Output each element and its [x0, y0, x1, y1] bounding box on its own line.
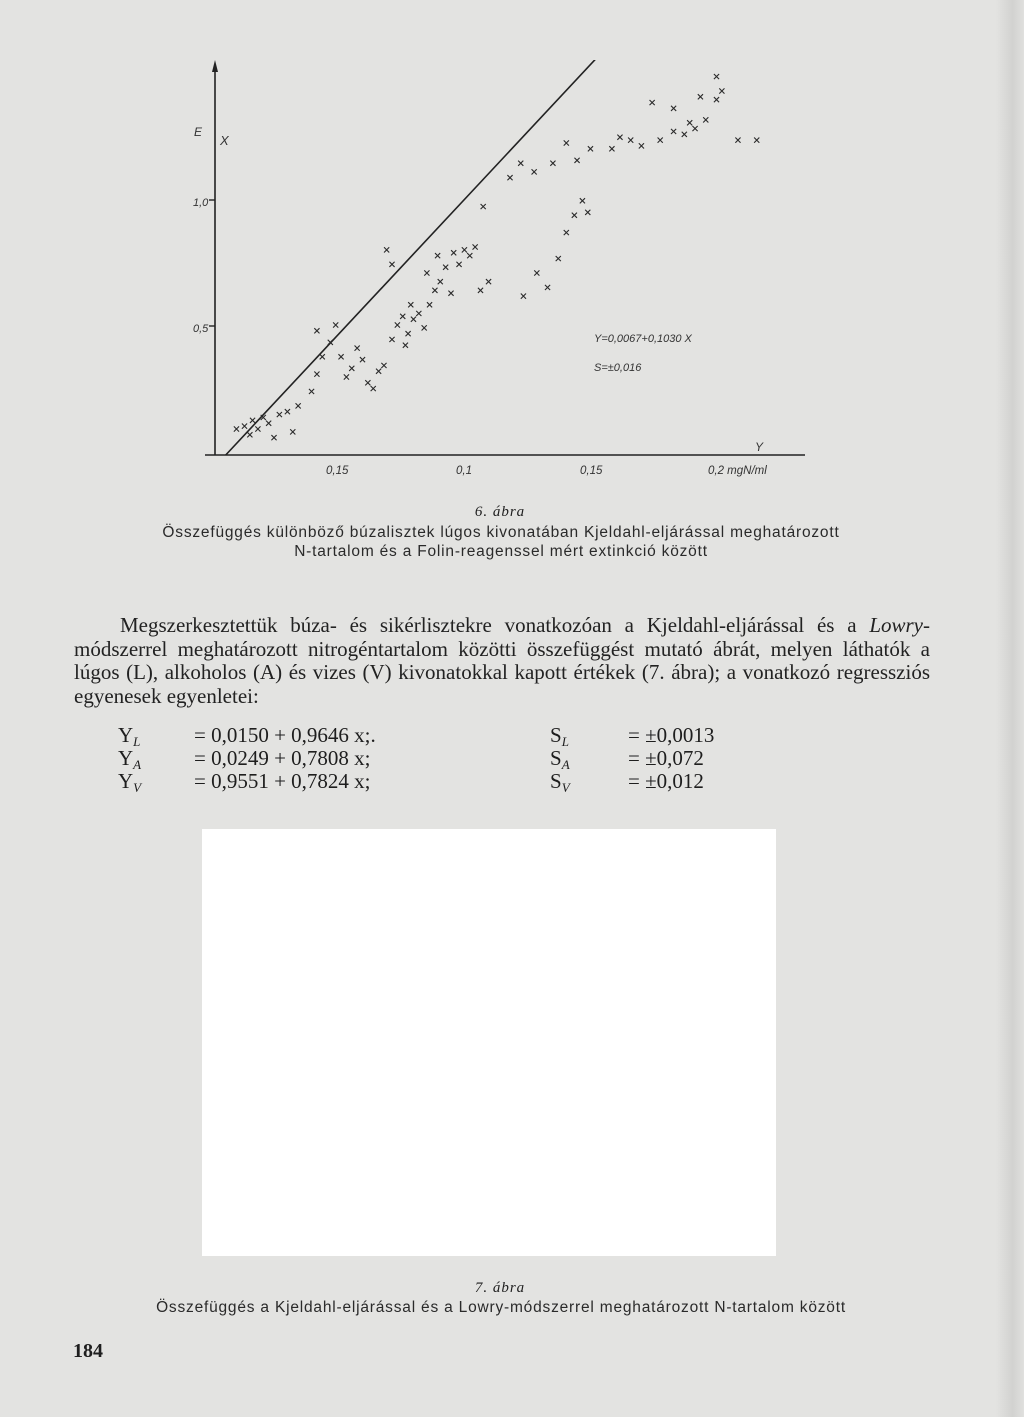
data-point-86	[714, 74, 719, 79]
data-point-46	[467, 253, 472, 258]
y-tick-label-1: 1,0	[193, 197, 209, 209]
eq-s-rhs: = ±0,012	[628, 769, 704, 793]
page-number: 184	[73, 1340, 103, 1362]
eq-s-lhs: S	[550, 769, 562, 793]
data-point-17	[333, 322, 338, 327]
data-point-62	[507, 175, 512, 180]
x-tick-label-4: 0,2 mgN/ml	[708, 465, 767, 477]
eq-rhs: = 0,0150 + 0,9646 x;.	[194, 723, 376, 747]
data-point-18	[338, 354, 343, 359]
chart-axes	[205, 60, 805, 455]
data-point-37	[427, 302, 432, 307]
data-point-7	[271, 435, 276, 440]
data-point-10	[285, 409, 290, 414]
data-point-83	[650, 100, 655, 105]
x-tick-label-2: 0,1	[456, 465, 472, 477]
data-point-24	[371, 386, 376, 391]
eq-lhs: Y	[118, 769, 134, 793]
eq-rhs: = 0,9551 + 0,7824 x;	[194, 769, 371, 793]
data-point-30	[400, 314, 405, 319]
regression-line	[226, 60, 658, 455]
data-point-70	[617, 135, 622, 140]
data-point-1	[234, 426, 239, 431]
data-point-56	[556, 256, 561, 261]
data-point-68	[588, 146, 593, 151]
data-point-64	[532, 169, 537, 174]
body-text-start: Megszerkesztettük búza- és sikérlisztekre vonatkozóan a Kjeldahl-eljárással és a	[120, 613, 870, 637]
data-point-33	[403, 343, 408, 348]
eq-lhs-sub: V	[133, 780, 142, 795]
data-point-78	[687, 120, 692, 125]
data-point-38	[432, 288, 437, 293]
x-tick-label-1: 0,15	[326, 465, 349, 477]
eq-lhs-sub: A	[133, 757, 142, 772]
data-point-81	[735, 138, 740, 143]
data-point-51	[384, 247, 389, 252]
data-point-73	[658, 138, 663, 143]
figure-6-caption-line1: Összefüggés különböző búzalisztek lúgos kivonatában Kjeldahl-eljárással meghatározott	[162, 524, 840, 541]
eq-rhs: = 0,0249 + 0,7808 x;	[194, 746, 371, 770]
data-point-72	[639, 143, 644, 148]
data-point-28	[389, 337, 394, 342]
y-axis-label: E	[194, 125, 203, 139]
data-point-54	[534, 270, 539, 275]
eq-lhs: Y	[118, 723, 134, 747]
data-point-13	[309, 389, 314, 394]
data-point-44	[448, 291, 453, 296]
data-point-2	[242, 424, 247, 429]
data-point-76	[692, 126, 697, 131]
figure-7-caption: Összefüggés a Kjeldahl-eljárással és a Lowry-módszerrel meghatározott N-tartalom között	[156, 1299, 846, 1316]
data-point-67	[574, 158, 579, 163]
data-point-6	[266, 421, 271, 426]
data-point-35	[416, 311, 421, 316]
data-point-77	[703, 117, 708, 122]
eq-s-rhs: = ±0,0013	[628, 723, 715, 747]
data-point-40	[424, 270, 429, 275]
data-point-47	[473, 244, 478, 249]
figure-7-blank-image	[202, 829, 776, 1256]
data-point-3	[250, 418, 255, 423]
data-point-26	[381, 363, 386, 368]
data-point-39	[438, 279, 443, 284]
data-points	[234, 74, 759, 440]
page-edge-shadow	[996, 0, 1024, 1417]
data-point-75	[682, 132, 687, 137]
data-point-27	[314, 328, 319, 333]
data-point-66	[564, 140, 569, 145]
figure-6-number: 6. ábra	[474, 504, 526, 520]
eq-s-sub: V	[561, 780, 570, 795]
data-point-57	[564, 230, 569, 235]
data-point-15	[320, 354, 325, 359]
figure-6-scatter-chart	[180, 60, 840, 490]
data-point-31	[405, 331, 410, 336]
standard-error: S=±0,016	[594, 362, 642, 374]
y-axis-arrow	[212, 60, 218, 72]
data-point-25	[376, 369, 381, 374]
data-point-8	[277, 412, 282, 417]
eq-s-lhs: S	[550, 746, 562, 770]
regression-equation: Y=0,0067+0,1030 X	[594, 333, 692, 345]
y-axis-symbol: X	[220, 133, 229, 148]
eq-s-sub: A	[561, 757, 570, 772]
data-point-43	[456, 262, 461, 267]
data-point-42	[451, 250, 456, 255]
data-point-21	[355, 346, 360, 351]
data-point-74	[671, 129, 676, 134]
data-point-4	[255, 426, 260, 431]
data-point-79	[714, 97, 719, 102]
data-point-45	[462, 247, 467, 252]
data-point-82	[754, 138, 759, 143]
data-point-23	[365, 380, 370, 385]
data-point-34	[408, 302, 413, 307]
data-point-32	[411, 317, 416, 322]
data-point-65	[550, 161, 555, 166]
data-point-63	[518, 161, 523, 166]
data-point-61	[481, 204, 486, 209]
eq-s-lhs: S	[550, 723, 562, 747]
x-axis-symbol: Y	[755, 440, 764, 454]
data-point-12	[296, 403, 301, 408]
data-point-36	[422, 325, 427, 330]
data-point-53	[521, 294, 526, 299]
data-point-50	[435, 253, 440, 258]
data-point-71	[628, 138, 633, 143]
data-point-85	[698, 94, 703, 99]
x-tick-label-3: 0,15	[580, 465, 603, 477]
data-point-9	[247, 432, 252, 437]
eq-lhs: Y	[118, 746, 134, 770]
figure-7-number: 7. ábra	[474, 1280, 526, 1296]
data-point-22	[360, 357, 365, 362]
data-point-69	[609, 146, 614, 151]
body-text-lowry: Lowry	[869, 613, 923, 637]
data-point-55	[545, 285, 550, 290]
data-point-58	[572, 213, 577, 218]
data-point-84	[671, 106, 676, 111]
y-tick-label-05: 0,5	[193, 323, 209, 335]
figure-6-caption	[74, 523, 928, 561]
data-point-41	[443, 265, 448, 270]
data-point-19	[344, 374, 349, 379]
data-point-49	[486, 279, 491, 284]
data-point-20	[349, 366, 354, 371]
body-text-end: -módszerrel meghatározott nitrogéntartalom közötti összefüggést mutató ábrát, melyen láthatók a lúgos (L), alkoholos (A) és vizes (V) kivonatokkal kapott értékek (7. ábra); a vonatkozó regressziós egyenesek egyenletei:	[74, 613, 930, 708]
data-point-59	[580, 198, 585, 203]
data-point-60	[585, 210, 590, 215]
data-point-29	[395, 322, 400, 327]
body-paragraph	[74, 614, 930, 708]
data-point-48	[478, 288, 483, 293]
eq-s-sub: L	[561, 734, 569, 749]
eq-s-rhs: = ±0,072	[628, 746, 704, 770]
data-point-11	[290, 429, 295, 434]
data-point-80	[719, 88, 724, 93]
data-point-14	[314, 372, 319, 377]
data-point-52	[389, 262, 394, 267]
eq-lhs-sub: L	[133, 734, 141, 749]
figure-6-caption-line2: N-tartalom és a Folin-reagenssel mért extinkció között	[294, 543, 708, 560]
